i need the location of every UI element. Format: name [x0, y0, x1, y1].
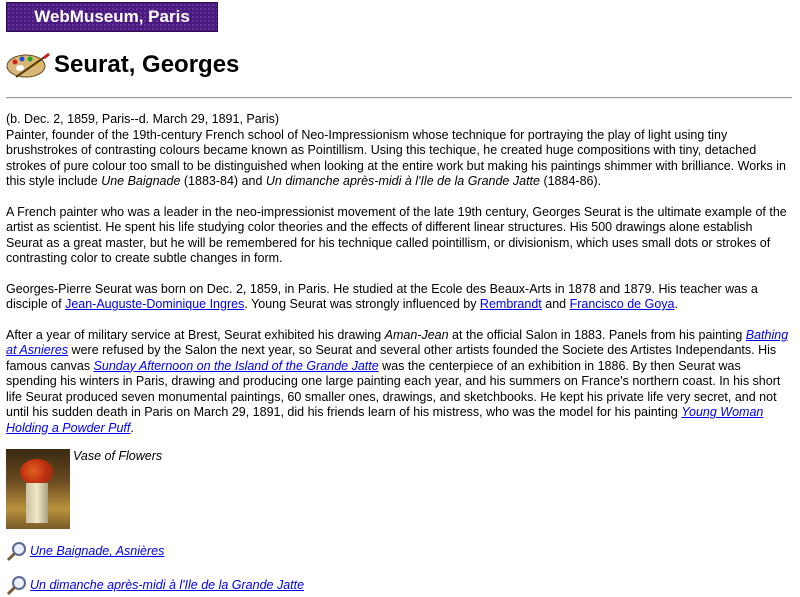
- bio-paragraph-2: A French painter who was a leader in the neo-impressionist movement of the late 19th century, Georges Seurat is the ultimate example of the artist as scientist. He spent his life studying color theories and the effects of different linear structures. His 500 drawings alone establish Seurat as a great master, but he will be remembered for his technique called pointillism, or divisionism, which uses small dots or strokes of contrasting color to create subtle changes in form.: [6, 204, 787, 265]
- link-rembrandt[interactable]: Rembrandt: [479, 297, 542, 311]
- bio-text: and: [541, 297, 570, 311]
- bio-paragraph-3: [6, 282, 792, 313]
- bio-text: .: [130, 420, 134, 435]
- magnifier-icon[interactable]: [6, 541, 28, 563]
- bio-text: After a year of military service at Brest, Seurat exhibited his drawing: [6, 327, 385, 342]
- link-goya[interactable]: Francisco de Goya: [569, 297, 675, 311]
- bio-text: were refused by the Salon the next year, so Seurat and several other artists founded the Societe des Artistes Independants. His famous canvas: [6, 343, 777, 373]
- link-sunday-afternoon[interactable]: [94, 359, 379, 373]
- bio-text: Painter, founder of the 19th-century French school of Neo-Impressionism whose technique for portraying the play of light using tiny brushstrokes of contrasting colours became known as Pointillism. Using this techique, he created huge compositions with tiny, detached strokes of pure colour too small to be distinguished when looking at the entire work but making his paintings shimmer with brilliance. Works in this style include: [6, 127, 787, 188]
- webmuseum-banner[interactable]: [6, 2, 218, 32]
- link-ingres[interactable]: Jean-Auguste-Dominique Ingres: [65, 297, 245, 311]
- link-label: Une Baignade, Asnières: [30, 544, 165, 559]
- page-title: Seurat, Georges: [54, 51, 240, 78]
- work-link-row: [6, 541, 792, 563]
- vase-shape: [26, 483, 48, 523]
- bio-text: (1884-86).: [539, 174, 602, 188]
- bio-text: . Young Seurat was strongly influenced by: [244, 297, 480, 311]
- bio-text: at the official Salon in 1883. Panels from his painting: [448, 327, 746, 342]
- vase-of-flowers-thumbnail[interactable]: [6, 449, 70, 529]
- bio-dates: (b. Dec. 2, 1859, Paris--d. March 29, 1891, Paris): [6, 112, 280, 126]
- main-content: [6, 112, 792, 597]
- page-header: [6, 50, 239, 80]
- bio-text: .: [674, 297, 678, 311]
- bio-text: (1883-84) and: [180, 174, 266, 188]
- bio-text: Georges-Pierre Seurat was born on Dec. 2, 1859, in Paris. He studied at the Ecole des Beaux-Arts in 1878 and 1879. His teacher was a disciple of: [6, 281, 758, 311]
- bio-text: was the centerpiece of an exhibition in 1886. By then Seurat was spending his winters in Paris, drawing and producing one large painting each year, and his summers on France's northern coast. In his short life Seurat produced seven monumental paintings, 60 smaller ones, drawings, and sketchbooks. He kept his private life very secret, and not until his sudden death in Paris on March 29, 1891, did his friends learn of his mistress, who was the model for his painting: [6, 358, 781, 419]
- work-title: Une Baignade: [101, 174, 181, 188]
- vase-of-flowers-figure: [6, 449, 792, 529]
- magnifier-icon[interactable]: [6, 575, 28, 597]
- flowers-shape: [20, 459, 54, 485]
- work-title: Un dimanche après-midi à l'Ile de la Grande Jatte: [265, 174, 540, 188]
- bio-paragraph-4: [6, 328, 792, 437]
- link-un-dimanche[interactable]: [30, 578, 304, 594]
- work-link-row: [6, 575, 792, 597]
- divider: [6, 97, 792, 99]
- link-label: Sunday Afternoon on the Island of the Grande Jatte: [93, 358, 379, 373]
- palette-icon: [6, 50, 50, 80]
- banner-title: WebMuseum, Paris: [34, 7, 190, 27]
- link-label: Un dimanche après-midi à l'Ile de la Grande Jatte: [30, 578, 305, 593]
- link-label: Young Woman Holding a Powder Puff: [6, 405, 764, 435]
- link-label: Bathing at Asnieres: [6, 327, 789, 357]
- link-une-baignade[interactable]: [30, 544, 164, 560]
- work-title: Aman-Jean: [384, 327, 449, 342]
- figure-caption: Vase of Flowers: [73, 449, 163, 463]
- bio-paragraph-1: [6, 112, 792, 190]
